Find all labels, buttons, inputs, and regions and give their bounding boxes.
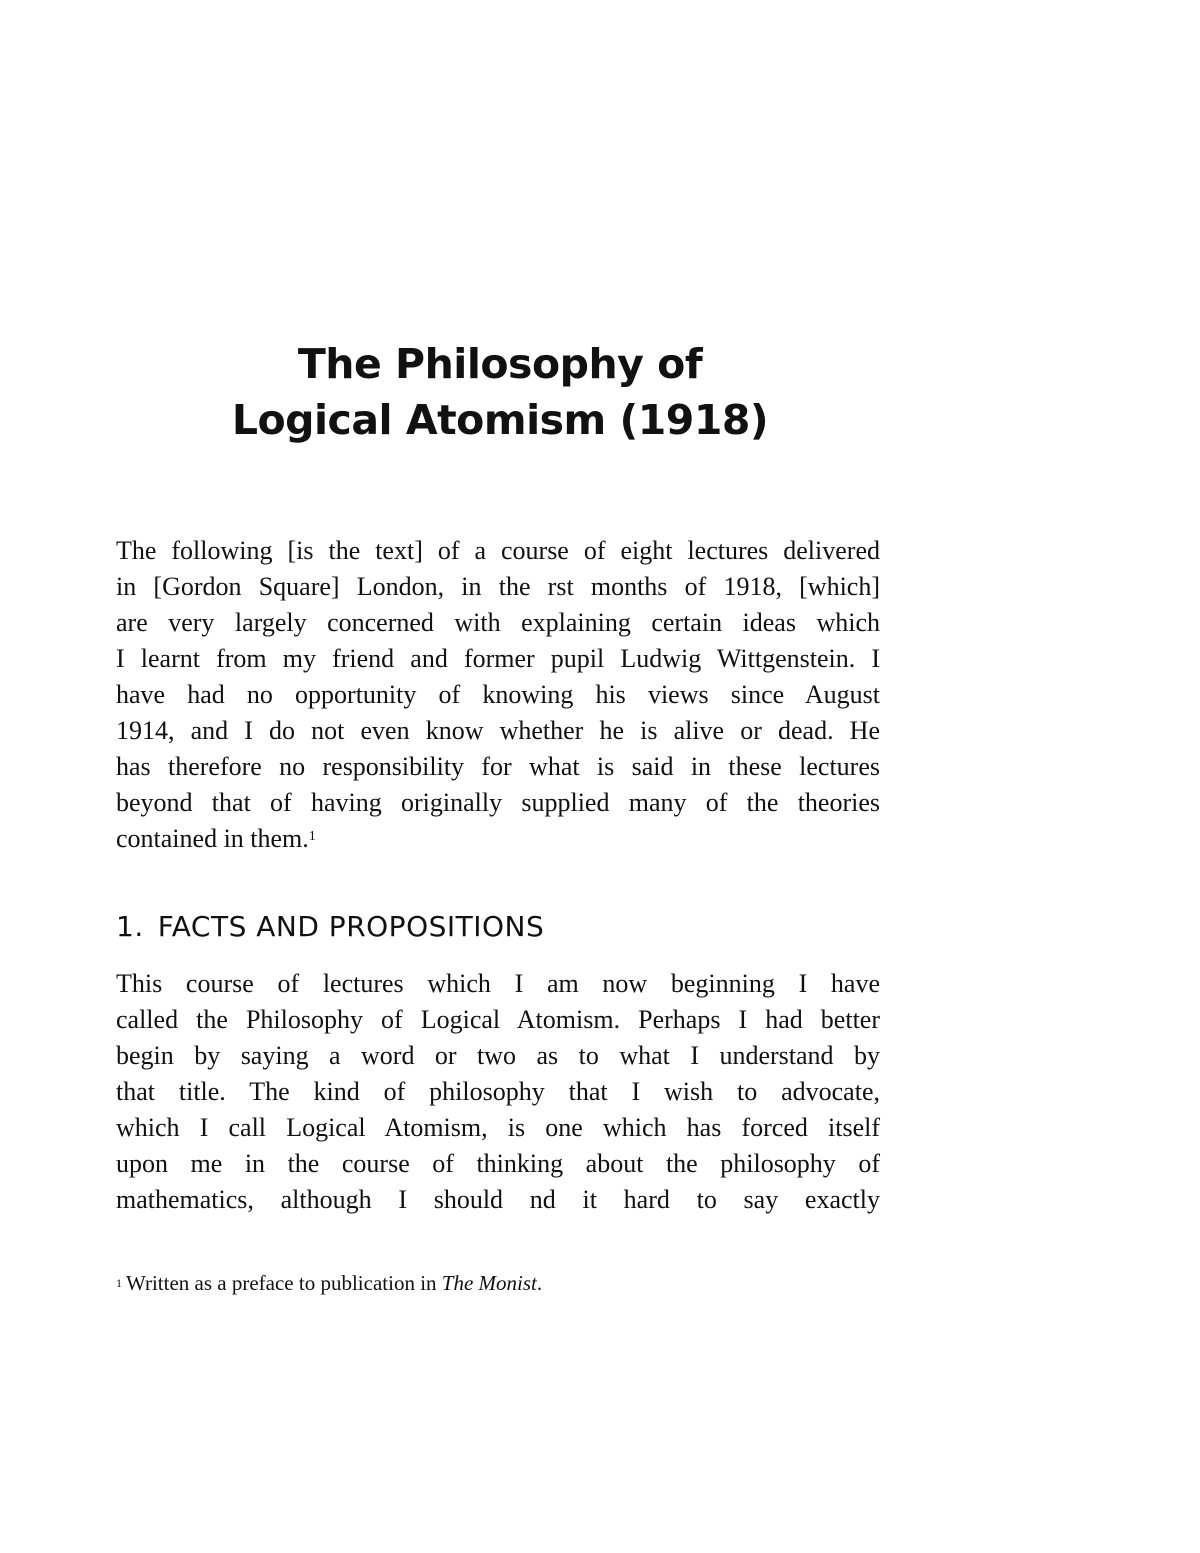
preface-line: in [Gordon Square] London, in the rst months of 1918, [which] [116, 572, 880, 601]
preface-line-text: contained in them. [116, 824, 309, 853]
chapter-title-line-1: The Philosophy of [297, 340, 703, 388]
section-line: called the Philosophy of Logical Atomism. Perhaps I had better [116, 1005, 880, 1034]
preface-line: beyond that of having originally supplied many of the theories [116, 788, 880, 817]
preface-line: have had no opportunity of knowing his views since August [116, 680, 880, 709]
section-line: This course of lectures which I am now beginning I have [116, 969, 880, 998]
section-line: begin by saying a word or two as to what I understand by [116, 1041, 880, 1070]
section-title: FACTS AND PROPOSITIONS [157, 910, 545, 943]
section-heading [116, 905, 544, 949]
preface-line: are very largely concerned with explaining certain ideas which [116, 608, 880, 637]
footnote-journal-title: The Monist [441, 1271, 537, 1295]
preface-line: The following [is the text] of a course of eight lectures delivered [116, 536, 880, 565]
footnote-reference[interactable]: 1 [308, 829, 316, 844]
section-line: upon me in the course of thinking about the philosophy of [116, 1149, 880, 1178]
preface-line: I learnt from my friend and former pupil Ludwig Wittgenstein. I [116, 644, 880, 673]
section-line: that title. The kind of philosophy that I wish to advocate, [116, 1077, 880, 1106]
chapter-title [0, 336, 1000, 448]
section-line: which I call Logical Atomism, is one which has forced itself [116, 1113, 880, 1142]
footnote-marker: 1 [116, 1276, 122, 1290]
preface-line: has therefore no responsibility for what is said in these lectures [116, 752, 880, 781]
chapter-title-line-2: Logical Atomism (1918) [231, 396, 769, 444]
footnote [116, 1268, 542, 1298]
preface-line-last [116, 821, 880, 857]
section-line: mathematics, although I should nd it hard to say exactly [116, 1185, 880, 1214]
section-paragraph [116, 966, 880, 1218]
section-number: 1. [116, 910, 144, 943]
footnote-tail: . [536, 1271, 543, 1295]
footnote-text: Written as a preface to publication in [126, 1271, 442, 1295]
preface-paragraph [116, 533, 880, 857]
preface-line: 1914, and I do not even know whether he is alive or dead. He [116, 716, 880, 745]
